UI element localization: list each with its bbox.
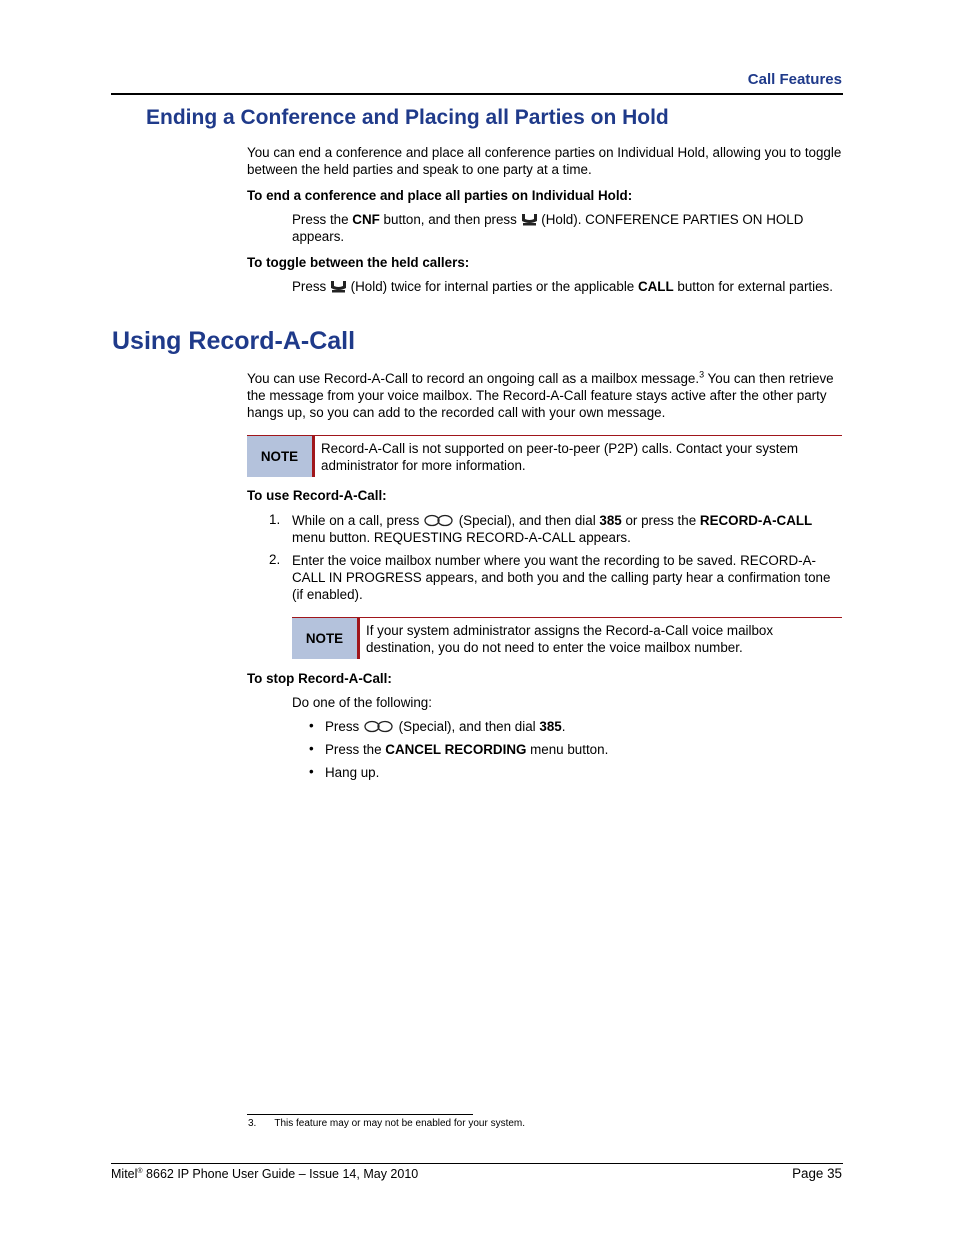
procedure-title-stop-record: To stop Record-A-Call: <box>247 671 392 686</box>
cancel-recording-button-label: CANCEL RECORDING <box>385 742 527 757</box>
text-fragment: Press the <box>292 212 353 227</box>
document-title: 8662 IP Phone User Guide – Issue 14, May 2010 <box>142 1167 419 1181</box>
step-number: 1. <box>269 512 281 527</box>
step-number: 2. <box>269 552 281 567</box>
footnote <box>248 1118 525 1129</box>
text-fragment: Press the <box>325 742 386 757</box>
call-button-label: CALL <box>637 279 674 294</box>
note-text: If your system administrator assigns the Record-a-Call voice mailbox destination, you do not need to enter the voice mailbox number. <box>366 623 774 655</box>
text-fragment: or press the <box>621 513 700 528</box>
bullet-2-text <box>325 741 825 758</box>
footnote-marker: 3 <box>699 369 705 380</box>
text-fragment: You can then retrieve the message from your voice mailbox. The Record-A-Call feature stays active after the other party hangs up, so you can add to the recorded call with your own message. <box>247 371 834 420</box>
running-section-title: Call Features <box>747 71 842 88</box>
page-number: Page 35 <box>792 1166 842 1181</box>
bullet-marker: • <box>309 741 314 756</box>
footnote-number: 3. <box>248 1118 257 1129</box>
text-fragment: (Hold) twice for internal parties or the applicable <box>346 279 638 294</box>
text-fragment: button for external parties. <box>673 279 833 294</box>
step-1-text <box>292 512 844 546</box>
hold-icon <box>521 212 538 226</box>
special-icon <box>363 720 395 733</box>
text-fragment: You can use Record-A-Call to record an ongoing call as a mailbox message. <box>247 371 700 386</box>
footnote-text: This feature may or may not be enabled for your system. <box>274 1118 526 1129</box>
section1-intro: You can end a conference and place all conference parties on Individual Hold, allowing you to toggle between the held parties and speak to one party at a time. <box>247 145 842 177</box>
bullet-marker: • <box>309 718 314 733</box>
footer-rule <box>111 1163 843 1164</box>
text-fragment: menu button. REQUESTING RECORD-A-CALL appears. <box>292 530 631 545</box>
procedure-end-conference-step <box>292 211 842 245</box>
note-label: NOTE <box>292 618 360 659</box>
bullet-1-text <box>325 718 825 735</box>
dial-code: 385 <box>599 513 622 528</box>
brand-name: Mitel <box>111 1167 138 1181</box>
text-fragment: . <box>561 719 566 734</box>
procedure-title-toggle-callers: To toggle between the held callers: <box>247 255 470 270</box>
procedure-title-end-conference: To end a conference and place all parties on Individual Hold: <box>247 188 633 203</box>
note-label: NOTE <box>247 436 315 477</box>
text-fragment: (Hold). CONFERENCE PARTIES ON HOLD appears. <box>292 212 804 244</box>
bullet-marker: • <box>309 764 314 779</box>
procedure-title-use-record: To use Record-A-Call: <box>247 488 387 503</box>
text-fragment: button, and then press <box>379 212 521 227</box>
special-icon <box>423 514 455 527</box>
dial-code: 385 <box>539 719 562 734</box>
stop-intro: Do one of the following: <box>292 695 432 710</box>
text-fragment: While on a call, press <box>292 513 423 528</box>
section2-intro <box>247 370 843 421</box>
procedure-toggle-step <box>292 278 842 295</box>
bullet-3-text: Hang up. <box>325 765 380 780</box>
section-heading-record-a-call: Using Record-A-Call <box>112 327 356 355</box>
text-fragment: menu button. <box>526 742 609 757</box>
record-a-call-button-label: RECORD-A-CALL <box>699 513 813 528</box>
note-text: Record-A-Call is not supported on peer-to-peer (P2P) calls. Contact your system administrator for more information. <box>321 441 799 473</box>
section-heading-ending-conference: Ending a Conference and Placing all Parties on Hold <box>146 106 669 129</box>
note-box-mailbox <box>292 617 842 659</box>
registered-mark: ® <box>137 1167 143 1175</box>
header-rule <box>111 93 843 95</box>
step-2-text: Enter the voice mailbox number where you want the recording to be saved. RECORD-A-CALL IN PROGRESS appears, and both you and the calling party hear a confirmation tone (if enabled). <box>292 553 831 602</box>
text-fragment: (Special), and then dial <box>394 719 540 734</box>
text-fragment: Press <box>292 279 330 294</box>
cnf-button-label: CNF <box>352 212 380 227</box>
text-fragment: (Special), and then dial <box>454 513 600 528</box>
text-fragment: Press <box>325 719 363 734</box>
note-box-p2p <box>247 435 842 477</box>
footnote-rule <box>247 1114 473 1115</box>
hold-icon <box>330 279 347 293</box>
footer-doc-title <box>111 1167 418 1181</box>
